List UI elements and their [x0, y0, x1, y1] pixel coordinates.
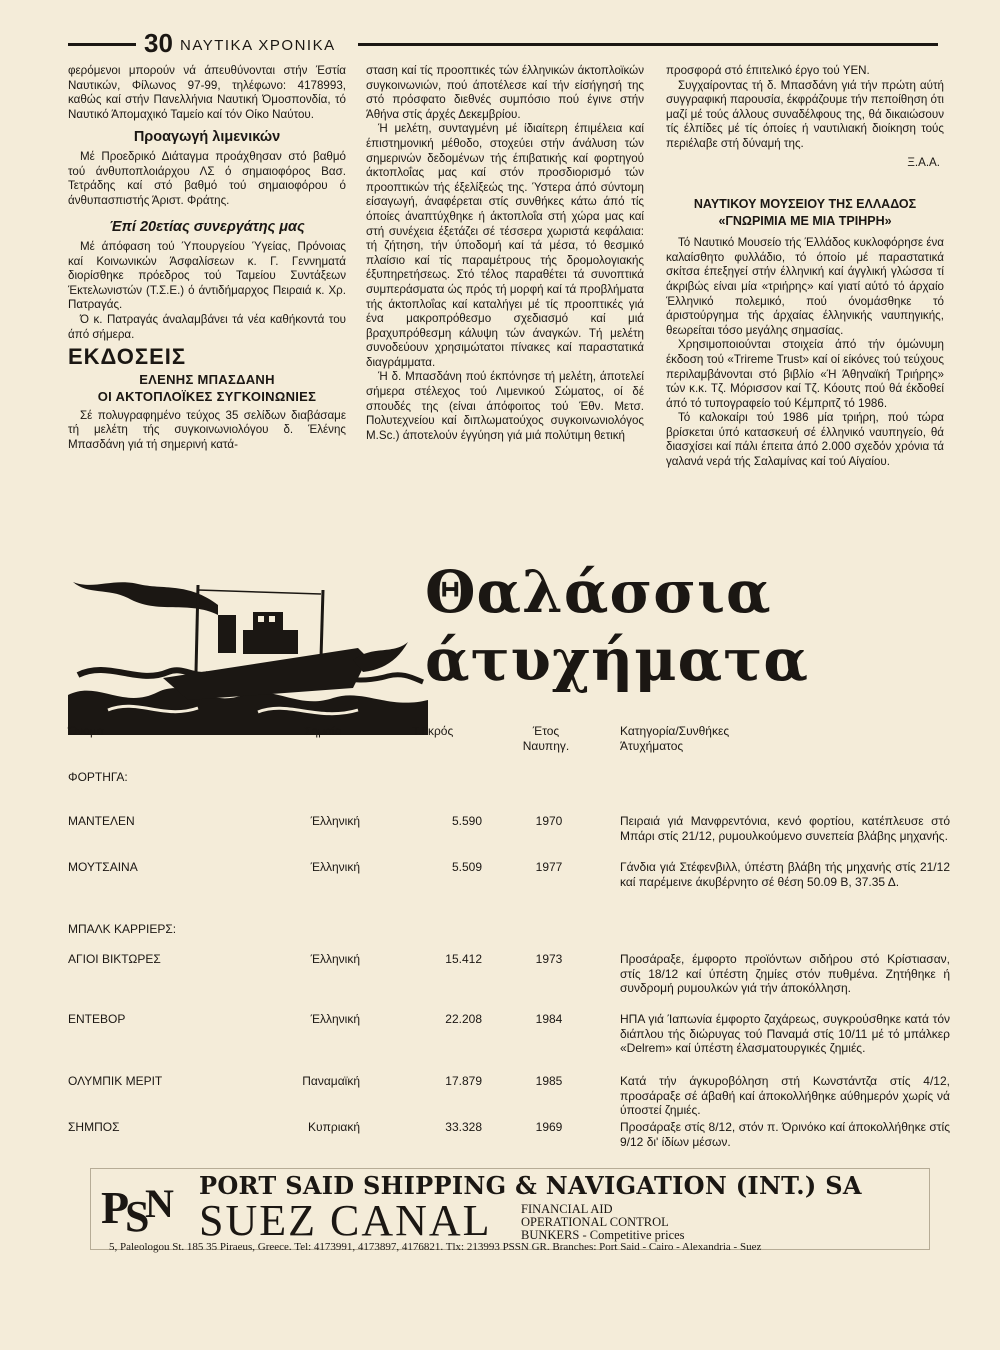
accident-description: Κατά τήν άγκυροβόληση στή Κωνστάντζα στίς 4/12, προσάραξε σέ άβαθή καί άποκολλήθηκε αύθημερόν χωρίς νά ύποστεί ζημιές.	[620, 1074, 950, 1117]
accident-description: ΗΠΑ γιά Ίαπωνία έμφορτο ζαχάρεως, συγκρούσθηκε κατά τόν διάπλου τής διώρυγας τού Παναμά στίς 10/11 μέ τό μπάλκερ «Delrem» καί ύπέστη έλασματουργικές ζημιές.	[620, 1012, 950, 1055]
ad-service: FINANCIAL AID	[521, 1202, 613, 1216]
psn-advertisement	[90, 1168, 930, 1253]
article-text: Συγχαίροντας τή δ. Μπασδάνη γιά τήν πρώτη αύτή συγγραφική παρουσία, έκφράζουμε τήν πεποίθηση ότι μαζί μέ τούς άλλους συναδέλφους της, θά δικαιώσουν τίς έλπίδες μέ τίς όποίες ή ναυτιλιακή διοίκηση τούς περιέλαβε στή δύναμή της.	[666, 78, 944, 150]
ad-company-name: PORT SAID SHIPPING & NAVIGATION (INT.) SA	[199, 1171, 862, 1200]
article-text: Μέ άπόφαση τού Ύπουργείου Ύγείας, Πρόνοιας καί Κοινωνικών Άσφαλίσεων κ. Γ. Γεννηματά διορίσθηκε πρόεδρος τού Ταμείου Συντάξεων Έκτελωνιστών (Τ.Σ.Ε.) ό άντιδήμαρχος Πειραιά κ. Χρ. Πατραγάς.	[68, 239, 346, 312]
ad-service: OPERATIONAL CONTROL	[521, 1215, 669, 1229]
museum-heading	[666, 196, 944, 230]
accident-description: Πειραιά γιά Μανφρεντόνια, κενό φορτίου, κατέπλευσε στό Μπάρι στίς 21/12, ρυμουλκούμενο συνεπεία βλάβης μηχανής.	[620, 814, 950, 843]
header-desc-line1: Κατηγορία/Συνθήκες	[620, 724, 730, 738]
ship-grt: 33.328	[445, 1120, 482, 1134]
accident-description: Γάνδια γιά Στέφενβιλλ, ύπέστη βλάβη τής μηχανής στίς 21/12 καί παρέμεινε άκυβέρνητο σέ θέση 50.09 Β, 37.35 Δ.	[620, 860, 950, 889]
colleague-heading: Έπί 20ετίας συνεργάτης μας	[109, 219, 305, 236]
header-rule-right	[358, 43, 938, 46]
article-text: Χρησιμοποιούνται στοιχεία άπό τήν όμώνυμη έκδοση τού «Trireme Trust» καί οί είκόνες τού τεύχους περιλαμβάνονται στό βιβλίο «Ή Άθηναϊκή Τριήρης» τών κ.κ. Τζ. Μόρισσον καί Τζ. Κόουτς πού θά έκδοθεί άπό τό τυπογραφείο τού Κέμπριτζ τό 1986.	[666, 338, 944, 410]
psn-logo	[99, 1177, 179, 1237]
publication-title: ΟΙ ΑΚΤΟΠΛΟΪΚΕΣ ΣΥΓΚΟΙΝΩΝΙΕΣ	[97, 388, 317, 404]
ship-flag: Παναμαϊκή	[302, 1074, 360, 1088]
ship-flag: Έλληνική	[310, 952, 360, 966]
ship-grt: 17.879	[445, 1074, 482, 1088]
article-text: Μέ Προεδρικό Διάταγμα προάχθησαν στό βαθμό τού άνθυποπλοιάρχου ΛΣ ό σημαιοφόρος Βασ. Τετράδης καί στό βαθμό τού σημαιοφόρου ό άνθυπασπιστής Άριστ. Φράτης.	[68, 149, 346, 207]
header-year-line2: Ναυπηγ.	[522, 738, 570, 753]
svg-text:S: S	[125, 1192, 150, 1237]
ship-year: 1984	[535, 1012, 563, 1026]
category-cargo: ΦΟΡΤΗΓΑ:	[68, 770, 128, 784]
museum-subheading: «ΓΝΩΡΙΜΙΑ ΜΕ ΜΙΑ ΤΡΙΗΡΗ»	[718, 214, 892, 229]
accidents-table	[68, 724, 950, 1149]
ad-contact-footer: 5, Paleologou St. 185 35 Piraeus, Greece. Tel: 4173991, 4173897, 4176821. Tlx: 213993 PSSN GR. Branches: Port Said - Cairo - Alexandria - Suez	[109, 1241, 762, 1253]
column-3	[666, 64, 944, 470]
ship-flag: Έλληνική	[310, 860, 360, 874]
ship-illustration	[68, 560, 428, 735]
article-text: Ή μελέτη, συνταγμένη μέ ίδιαίτερη έπιμέλεια καί έπιστημονική μέθοδο, στοχεύει στήν άνάλυση τών σημερινών δεδομένων τής έπιβατικής καί φορτηγού άκτοπλοΐας μας καί στόν προσδιορισμό τών προοπτικών τής έξελίξεώς της. Ύστερα άπό σύντομη είσαγωγή, άναφέρεται στίς συνθήκες κάτω άπό τίς όποίες άναπτύχθηκε ή άκτοπλοΐα στή χώρα μας καί στή συνέχεια έξετάζει σέ τέσσερα χωριστά κεφάλαια: τή ζήτηση, τήν ύποδομή καί τά μέσα, τό θεσμικό πλαίσιο καί τίς παραμέτρους τής δρομολογιακής έξυπηρετήσεως. Στό τέλος παραθέτει τά συνοπτικά συμπεράσματα ώς πρός τή μορφή καί τά προβλήματα τής άκτοπλοΐας καί καταλήγει μέ τίς προοπτικές γιά ένα μακροπρόθεσμο σχεδιασμό καί μιά βραχυπρόθεσμη κάλυψη τών άναγκών. Τή μελέτη συνοδεύουν χρησιμώτατοι πίνακες καί παραστατικά διαγράμματα.	[366, 122, 644, 369]
promotion-heading: Προαγωγή λιμενικών	[133, 129, 281, 146]
ship-grt: 15.412	[445, 952, 482, 966]
header-year	[506, 724, 586, 753]
page-header	[68, 30, 938, 60]
article-text: Ή δ. Μπασδάνη πού έκπόνησε τή μελέτη, άποτελεί σήμερα στέλεχος τού Λιμενικού Σώματος, οί δέ σπουδές της (είναι άπόφοιτος τού Έθν. Μετσ. Πολυτεχνείου καί διπλωματούχος συγκοινωνιολόγος M.Sc.) άποτελούν έγγύηση γιά μιά πολύτιμη θετική	[366, 370, 644, 442]
psn-logo-letter-p: P	[101, 1182, 130, 1233]
ship-grt: 5.590	[451, 814, 482, 828]
table-header	[68, 724, 948, 766]
ship-year: 1985	[535, 1074, 563, 1088]
article-text: προσφορά στό έπιτελικό έργο τού ΥΕΝ.	[666, 64, 870, 77]
ship-name: ΜΑΝΤΕΛΕΝ	[68, 814, 135, 828]
ship-name: ΟΛΥΜΠΙΚ ΜΕΡΙΤ	[68, 1074, 163, 1088]
header-rule-left	[68, 43, 136, 46]
ship-name: ΕΝΤΕΒΟΡ	[68, 1012, 126, 1026]
header-flag: Σημαία	[304, 724, 342, 738]
header-description	[620, 724, 729, 753]
publication-author: ΕΛΕΝΗΣ ΜΠΑΣΔΑΝΗ	[139, 371, 275, 387]
ship-flag: Έλληνική	[310, 814, 360, 828]
museum-heading-line: ΝΑΥΤΙΚΟΥ ΜΟΥΣΕΙΟΥ ΤΗΣ ΕΛΛΑΔΟΣ	[693, 197, 917, 212]
column-2	[366, 64, 644, 443]
ship-name: ΜΟΥΤΣΑΙΝΑ	[68, 860, 138, 874]
article-text: Ό κ. Πατραγάς άναλαμβάνει τά νέα καθήκοντά του άπό σήμερα.	[68, 312, 346, 341]
header-name: Όνομα	[68, 724, 104, 738]
article-text: Τό Ναυτικό Μουσείο τής Έλλάδος κυκλοφόρησε ένα καλαίσθητο φυλλάδιο, τό όποίο μέ παραστατικά σκίτσα έπεξηγεί στήν έλληνική καί άγγλική γλώσσα τί άκριβώς είναι μία «τριήρης» καί γιατί αύτό τό άρχαίο Έλληνικό πολεμικό, πού όνομάσθηκε τό άριστούργημα τής άρχαίας έλληνικής ναυπηγικής, θεωρείται τόσο μεγάλης σημασίας.	[666, 236, 944, 337]
ship-year: 1973	[535, 952, 563, 966]
page-number: 30	[144, 28, 173, 58]
article-text: Σέ πολυγραφημένο τεύχος 35 σελίδων διαβάσαμε τή μελέτη τής συγκοινωνιολόγου δ. Έλένης Μπασδάνη γιά τή σημερινή κατά-	[68, 408, 346, 451]
ship-year: 1970	[535, 814, 563, 828]
article-text: Τό καλοκαίρι τού 1986 μία τριήρη, πού τώρα βρίσκεται ύπό κατασκευή σέ έλληνικό ναυπηγείο, θά διασχίσει καί πάλι έπειτα άπό 2.000 σχεδόν χρόνια τά γαλανά νερά τής Σαλαμίνας καί τού Αίγαίου.	[666, 411, 944, 469]
accident-description: Προσάραξε, έμφορτο προϊόντων σιδήρου στό Κρίστιασαν, στίς 18/12 καί ύπέστη ζημίες στόν πυθμένα. Ζητήθηκε ή συνδρομή ρυμουλκών γιά τήν άποκόλληση.	[620, 952, 950, 995]
header-desc-line2: Άτυχήματος	[620, 738, 684, 753]
magazine-title: ΝΑΥΤΙΚΑ ΧΡΟΝΙΚΑ	[180, 37, 336, 54]
ship-flag: Έλληνική	[310, 1012, 360, 1026]
ad-suez-canal: SUEZ CANAL	[199, 1196, 492, 1245]
ship-name: ΑΓΙΟΙ ΒΙΚΤΩΡΕΣ	[68, 952, 161, 966]
article-text: φερόμενοι μπορούν νά άπευθύνονται στήν Έστία Ναυτικών, Φίλωνος 97-99, τηλέφωνο: 4178993, καθώς καί στήν Πανελλήνια Ναυτική Όμοσπονδία, τό Ναυτικό Άπομαχικό Ταμείο καί τόν Οίκο Ναύτου.	[68, 64, 346, 121]
header-year-line1: Έτος	[532, 724, 560, 738]
ship-grt: 5.509	[451, 860, 482, 874]
publications-section-title: ΕΚΔΟΣΕΙΣ	[68, 344, 187, 370]
author-signature: Ξ.Α.Α.	[907, 155, 940, 169]
ad-services	[521, 1203, 685, 1242]
ship-grt: 22.208	[445, 1012, 482, 1026]
accident-description: Προσάραξε στίς 8/12, στόν π. Όρινόκο καί άποκολλήθηκε στίς 9/12 δι' ίδίων μέσων.	[620, 1120, 950, 1149]
svg-text:N: N	[145, 1181, 174, 1226]
ad-service: BUNKERS - Competitive prices	[521, 1228, 685, 1242]
accidents-banner-title: Θαλάσσια άτυχήματα	[425, 558, 809, 694]
article-text: σταση καί τίς προοπτικές τών έλληνικών άκτοπλοϊκών συγκοινωνιών, πού άποτέλεσε καί τήν είσήγησή της στό πρόσφατο διεθνές συμπόσιο πού έγινε στήν Άθήνα στίς άρχές Δεκεμβρίου.	[366, 64, 644, 121]
ship-year: 1969	[535, 1120, 563, 1134]
column-1	[68, 64, 346, 452]
ship-year: 1977	[535, 860, 563, 874]
category-bulk: ΜΠΑΛΚ ΚΑΡΡΙΕΡΣ:	[68, 922, 177, 936]
ship-name: ΣΗΜΠΟΣ	[68, 1120, 120, 1134]
ship-flag: Κυπριακή	[308, 1120, 360, 1134]
header-grt: Τ.Γκρός	[412, 724, 454, 738]
